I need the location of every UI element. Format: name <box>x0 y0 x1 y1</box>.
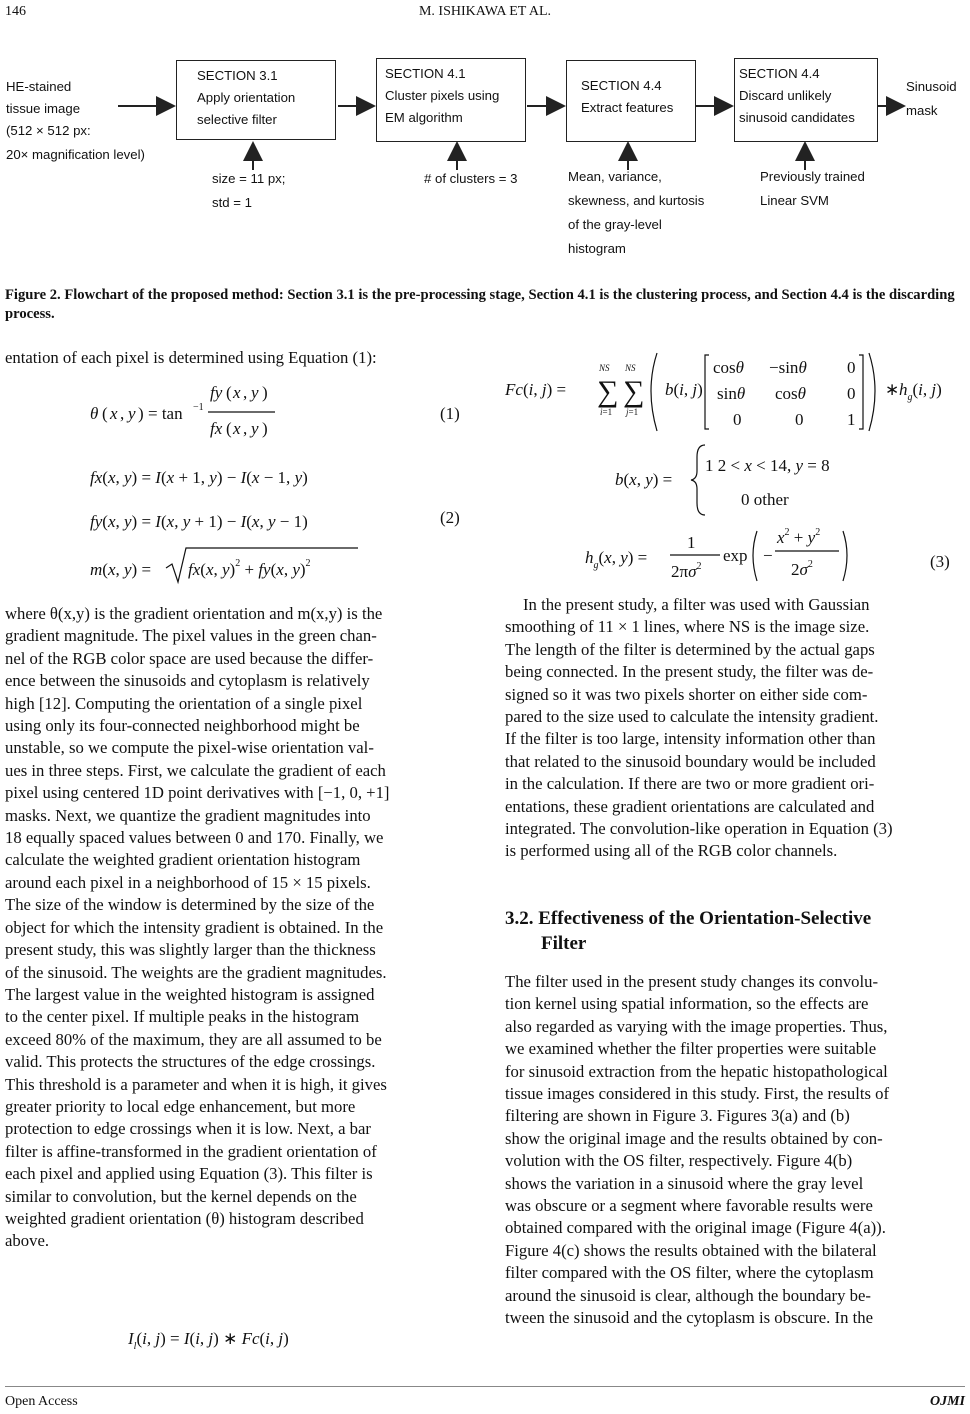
svg-text:(: ( <box>226 383 232 402</box>
svg-text:x: x <box>233 419 241 438</box>
svg-text:i=1: i=1 <box>600 407 613 417</box>
flowchart-output: Sinusoid mask <box>906 79 957 118</box>
figure-caption: Figure 2. Flowchart of the proposed method: Section 3.1 is the pre-processing stage, Section 4.1 is the clustering process, and Section 4.4 is the discarding process. <box>5 287 955 322</box>
svg-text:y: y <box>251 419 259 438</box>
footer-journal: OJMI <box>930 1394 966 1409</box>
svg-text:2σ2: $2\sigma^2$ <box>791 559 813 579</box>
right-paragraph-1: In the present study, a filter was used with Gaussian smoothing of 11 × 1 lines, where NS is the image size. The length of the filter is determined by the actual gaps being connected. In the present study, the filter was de- signed so it was two pixels shorter on either side com- pared to the size used to calculate the intensity gradient. If the filter is too large, intensity information other than that related to the sinusoid boundary would be included in the calculation. If there are two or more gradient ori- entations, these gradient orientations are calculated and integrated. The convolution-like operation in Equation (3) is performed using all of the RGB color channels. <box>505 595 893 861</box>
svg-text:1 2 < x < 14, y = 8: 1 2 < x < 14, y = 8 <box>705 456 830 475</box>
svg-text:0: 0 <box>795 410 804 429</box>
flowchart-param-clusters: # of clusters = 3 <box>424 171 518 186</box>
svg-text:0 other: 0 other <box>741 490 789 509</box>
svg-text:b(x, y) =: b(x, y) = <box>615 470 673 489</box>
svg-text:∑: ∑ <box>623 375 645 408</box>
left-paragraph: where θ(x,y) is the gradient orientation and m(x,y) is the gradient magnitude. The pixel values in the green chan- nel of the RGB color space are used because the differ- ence between the sinusoids and cytoplasm is relatively high [12]. Computing the orientation of a single pixel using only its four-connected neighborhood might be unstable, so we compute the pixel-wise orientation val- ues in three steps. First, we calculate the gradient of each pixel using centered 1D point derivatives with [−1, 0, +1] masks. Next, we quantize the gradient magnitudes into 18 equally spaced values between 0 and 170. Finally, we calculate the weighted gradient orientation histogram around each pixel in a neighborhood of 15 × 15 pixels. The size of the window is determined by the size of the object for which the intensity gradient is obtained. In the present study, this was slightly larger than the thickness of the sinusoid. The weights are the gradient magnitudes. The largest value in the weighted histogram is assigned to the center pixel. If multiple peaks in the histogram exceed 80% of the maximum, they are all assumed to be valid. This protects the structures of the edge crossings. This threshold is a parameter and when it is high, it gives greater priority to local edge enhancement, but more protection to edge crossings when it is low. Next, a bar filter is affine-transformed in the gradient orientation of each pixel and applied using Equation (3). This filter is similar to convolution, but the kernel depends on the weighted gradient orientation (θ) histogram described above. <box>5 604 390 1251</box>
svg-text:−: − <box>763 546 773 565</box>
svg-text:NS: NS <box>625 363 636 373</box>
svg-text:= tan: = tan <box>148 404 183 423</box>
flowchart-param-svm: Previously trained Linear SVM <box>760 169 865 208</box>
svg-text:fx(x, y)2 + fy(x, y)2: fx(x, y)$^2$ + fy(x, y)$^2$ <box>188 558 311 579</box>
svg-text:exp: exp <box>723 546 748 565</box>
svg-text:): ) <box>138 404 144 423</box>
flowchart-box-section-4-4-discard: SECTION 4.4 Discard unlikely sinusoid candidates <box>734 58 878 142</box>
flowchart-figure <box>0 40 970 280</box>
svg-text:(: ( <box>102 404 108 423</box>
svg-text:m(x, y) =: m(x, y) = <box>90 560 152 579</box>
svg-text:Il(i, j) = I(i, j) ∗ Fc(i, j): $I_l(i$, j) = I(i, j) ∗ Fc(i, j) <box>128 1329 289 1352</box>
svg-text:1: 1 <box>847 410 856 429</box>
running-title: M. ISHIKAWA ET AL. <box>418 4 551 19</box>
svg-text:x2 + y2: $x^2 + y^2$ <box>777 527 821 547</box>
svg-text:,: , <box>243 419 248 438</box>
svg-text:j=1: j=1 <box>626 407 639 417</box>
svg-text:fy: fy <box>210 383 223 402</box>
svg-text:y: y <box>251 383 259 402</box>
svg-text:hg(i, j): $h_g(i$, j) <box>899 380 942 403</box>
svg-text:x: x <box>110 404 118 423</box>
svg-text:,: , <box>120 404 125 423</box>
svg-text:θ: θ <box>90 404 99 423</box>
svg-text:2πσ2: $2\pi\sigma^2$ <box>671 561 702 581</box>
svg-text:0: 0 <box>847 384 856 403</box>
svg-text:∗: ∗ <box>885 380 900 399</box>
equation-3-number: (3) <box>930 552 950 571</box>
flowchart-input: HE-stained tissue image (512 × 512 px: 20× magnification level) <box>6 79 145 162</box>
svg-text:hg(x, y) =: $h_g(x$, y) = <box>585 548 648 571</box>
svg-text:cosθ: cosθ <box>713 358 745 377</box>
flowchart-box-section-3-1: SECTION 3.1 Apply orientation selective filter <box>176 60 336 140</box>
svg-text:): ) <box>262 419 268 438</box>
equation-1-number: (1) <box>440 404 460 423</box>
svg-text:0: 0 <box>847 358 856 377</box>
equation-1 <box>90 378 465 448</box>
left-intro: entation of each pixel is determined using Equation (1): <box>5 348 377 367</box>
svg-text:fy(x, y) = I(x, y + 1) − I(x,: fy(x, y) = I(x, y + 1) − I(x, y − 1) <box>90 512 308 531</box>
svg-text:b(i, j): b(i, j) <box>665 380 703 399</box>
svg-text:x: x <box>233 383 241 402</box>
page-number: 146 <box>5 4 26 19</box>
svg-text:NS: NS <box>599 363 610 373</box>
svg-text:−sinθ: −sinθ <box>769 358 807 377</box>
svg-text:0: 0 <box>733 410 742 429</box>
footer-open-access: Open Access <box>5 1394 78 1409</box>
equation-filtered-image <box>128 1322 388 1358</box>
svg-text:cosθ: cosθ <box>775 384 807 403</box>
svg-text:−1: −1 <box>193 402 204 413</box>
svg-text:1: 1 <box>687 533 696 552</box>
svg-text:sinθ: sinθ <box>717 384 746 403</box>
flowchart-param-features: Mean, variance, skewness, and kurtosis of the gray-level histogram <box>568 169 705 256</box>
svg-text:∑: ∑ <box>597 375 619 408</box>
equation-2 <box>90 458 430 598</box>
section-heading: 3.2. Effectiveness of the Orientation-Selective Filter <box>505 908 872 954</box>
right-paragraph-2: The filter used in the present study changes its convolu- tion kernel using spatial information, so the effects are also regarded as varying with the image properties. Thus, we examined whether the filter properties were suitable for sinusoid extraction from the hepatic histopathological tissue images considered in this study. First, the results of filtering are shown in Figure 3. Figures 3(a) and (b) show the original image and the results obtained by con- volution with the OS filter, respectively. Figure 4(b) shows the variation in a sinusoid where the gray level was obscure or a segment where favorable results were obtained compared with the original image (Figure 4(a)). Figure 4(c) shows the results obtained with the bilateral filter compared with the OS filter, where the cytoplasm around the sinusoid is clear, although the boundary be- tween the sinusoid and the cytoplasm is obscure. In the <box>505 972 890 1328</box>
svg-text:fx: fx <box>210 419 223 438</box>
svg-text:fx(x, y) = I(x + 1, y) − I(x −: fx(x, y) = I(x + 1, y) − I(x − 1, y) <box>90 468 308 487</box>
svg-text:Fc(i, j) =: Fc(i, j) = <box>505 380 567 399</box>
flowchart-box-section-4-1: SECTION 4.1 Cluster pixels using EM algorithm <box>376 58 526 142</box>
svg-text:): ) <box>262 383 268 402</box>
flowchart-param-filter: size = 11 px; std = 1 <box>212 171 286 210</box>
svg-text:,: , <box>243 383 248 402</box>
equation-2-number: (2) <box>440 508 460 527</box>
equation-3 <box>505 345 942 585</box>
svg-text:(: ( <box>226 419 232 438</box>
svg-text:y: y <box>128 404 136 423</box>
flowchart-box-section-4-4-extract: SECTION 4.4 Extract features <box>566 60 696 142</box>
footer-rule <box>5 1386 965 1387</box>
